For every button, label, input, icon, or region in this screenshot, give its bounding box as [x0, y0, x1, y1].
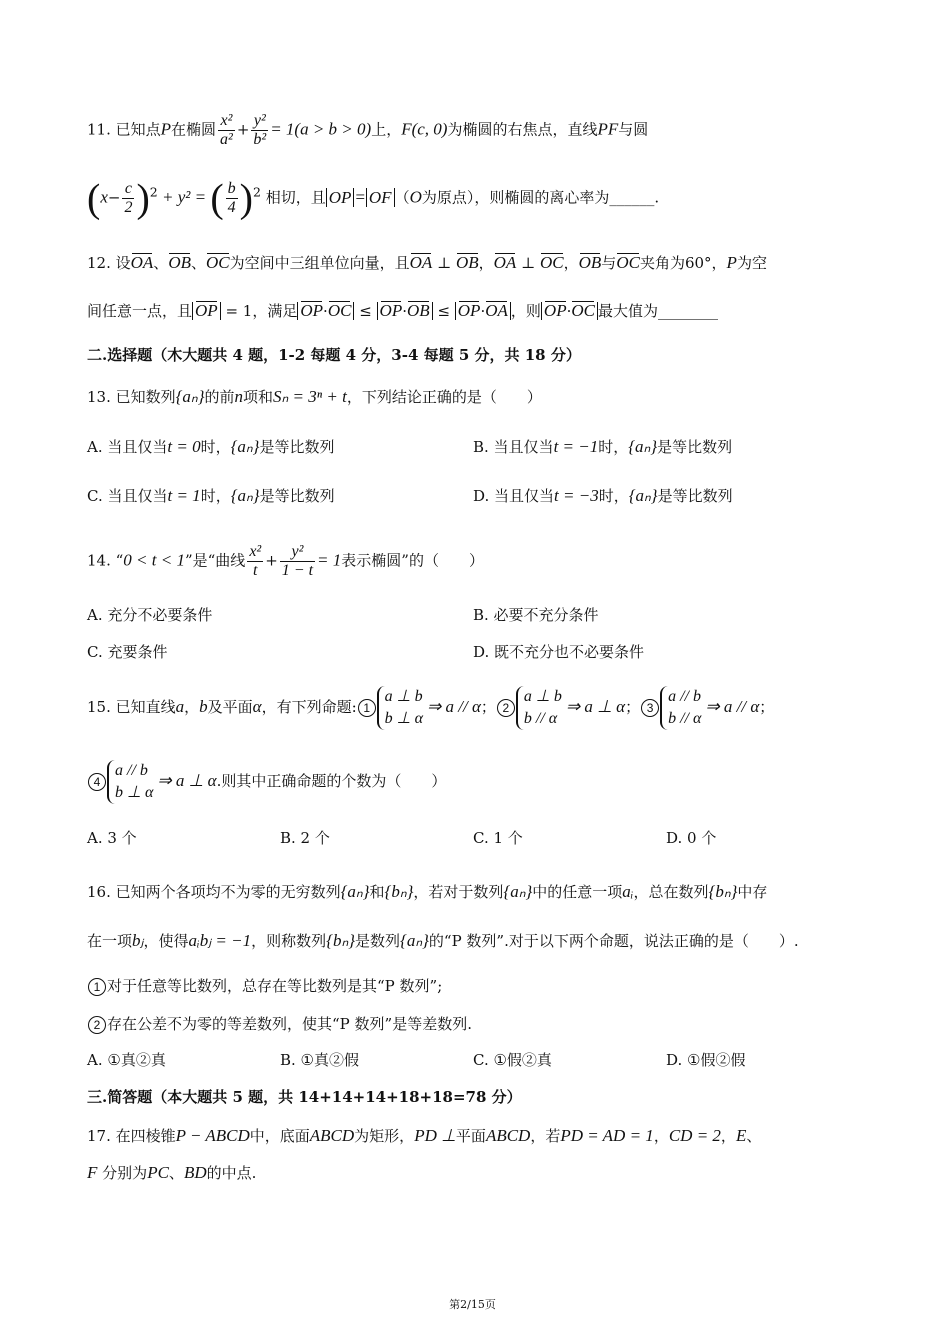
- text: 项和: [243, 388, 274, 406]
- fraction: $\frac{\text{x²}}{t}$: [249, 543, 262, 579]
- text: 在椭圆: [171, 120, 217, 139]
- section-heading-2: 二.选择题（木大题共 4 题，1-2 每题 4 分，3-4 每题 5 分，共 18 分）: [87, 346, 581, 364]
- math: t = 0: [167, 437, 201, 456]
- q16-statement-2: [87, 1013, 472, 1035]
- text: ，使得: [143, 932, 189, 950]
- text: 表示椭圆”的（ ）: [341, 551, 484, 570]
- q16-option-c[interactable]: C. ①假②真: [473, 1051, 552, 1069]
- circled-3: 3: [641, 699, 659, 717]
- text: 是数列: [355, 932, 401, 950]
- text: ，总在数列: [633, 883, 709, 901]
- q15-stem-line1: 15. 已知直线a，b及平面α，有下列命题: 1 a ⊥ b b ⊥ α ⇒ a // α； 2 a ⊥ b b // α ⇒ a ⊥ α； 3 a // b b // α ⇒ a // α；: [87, 683, 774, 731]
- fraction: $\frac{\text{y²}}{\text{b²}}$: [253, 112, 267, 148]
- q16-option-b[interactable]: B. ①真②假: [280, 1051, 360, 1069]
- q15-option-b[interactable]: B. 2 个: [280, 829, 330, 847]
- text: 与圆: [618, 120, 649, 139]
- q14-option-c[interactable]: C. 充要条件: [87, 643, 168, 661]
- circled-1: 1: [88, 978, 106, 996]
- text: 是等比数列: [657, 487, 733, 505]
- q13-option-a[interactable]: A. 当且仅当t = 0时，{aₙ}是等比数列: [87, 437, 335, 456]
- q14-option-d[interactable]: D. 既不充分也不必要条件: [473, 643, 645, 661]
- text: 间任意一点，且: [87, 302, 193, 320]
- text: 11. 已知点: [87, 120, 161, 139]
- text: 中，底面: [249, 1127, 310, 1145]
- q11-line2: (x− $\frac{c}{2}$ )$^2$ + y² = ( $\frac{b}{4}$ )$^2$ 相切，且 OP = OF （O为原点），则椭圆的离心率为______.: [87, 175, 660, 221]
- text: 是等比数列: [259, 487, 335, 505]
- fraction: $\frac{c}{2}$: [124, 180, 133, 216]
- text: 17. 在四棱锥: [87, 1127, 176, 1145]
- text: 中的任意一项: [532, 883, 623, 901]
- text: 12. 设: [87, 254, 131, 272]
- q13-option-d[interactable]: D. 当且仅当t = −3时，{aₙ}是等比数列: [473, 486, 733, 505]
- q15-stem-line2: 4 a // b b ⊥ α ⇒ a ⊥ α.则其中正确命题的个数为（ ）: [87, 757, 446, 805]
- text: 中存: [737, 883, 768, 901]
- text: 最大值为________: [598, 302, 719, 320]
- q17-line1: 17. 在四棱锥P − ABCD中，底面ABCD为矩形，PD ⊥平面ABCD，若PD = AD = 1，CD = 2，E、: [87, 1126, 762, 1145]
- text: 上，: [371, 120, 402, 139]
- section-heading-3: 三.简答题（本大题共 5 题，共 14+14+14+18+18=78 分）: [87, 1088, 522, 1106]
- text: 夹角为: [639, 254, 685, 272]
- text: 及平面: [207, 698, 253, 716]
- q16-line1: 16. 已知两个各项均不为零的无穷数列{aₙ}和{bₙ}，若对于数列{aₙ}中的任意一项aᵢ，总在数列{bₙ}中存: [87, 882, 768, 901]
- text: 16. 已知两个各项均不为零的无穷数列: [87, 883, 341, 901]
- math: t = −3: [554, 486, 599, 505]
- text: 的前: [204, 388, 235, 406]
- circled-2: 2: [497, 699, 515, 717]
- q14-option-a[interactable]: A. 充分不必要条件: [87, 606, 213, 624]
- text: ”是“曲线: [184, 551, 246, 570]
- text: ，满足: [252, 302, 298, 320]
- text: 的“P 数列”.对于以下两个命题，说法正确的是（ ）.: [428, 932, 799, 950]
- text: ，若对于数列: [413, 883, 504, 901]
- circled-1: 1: [358, 699, 376, 717]
- text: ，则称数列: [251, 932, 327, 950]
- fraction: $\frac{\text{y²}}{1 - t}$: [281, 543, 314, 579]
- q11-line1: 11. 已知点P在椭圆 $\frac{\text{x²}}{\text{a²}}$ + $\frac{\text{y²}}{\text{b²}}$ = 1(a > b > 0)上，F(c, 0)为椭圆的右焦点，直线PF与圆: [87, 112, 649, 148]
- text: 14. “: [87, 551, 124, 570]
- q15-option-d[interactable]: D. 0 个: [666, 829, 717, 847]
- text: .则其中正确命题的个数为（ ）: [216, 772, 447, 790]
- q12-line2: 间任意一点，且 OP = 1，满足 OP·OC ≤ OP·OB ≤ OP·OA ，则 OP·OC 最大值为________: [87, 301, 719, 320]
- text: 为空: [736, 254, 767, 272]
- text: 是等比数列: [259, 438, 335, 456]
- text: ，有下列命题:: [261, 698, 357, 716]
- text: 为矩形，: [354, 1127, 415, 1145]
- text: 在一项: [87, 932, 133, 950]
- text: 13. 已知数列: [87, 388, 176, 406]
- q16-option-a[interactable]: A. ①真②真: [87, 1051, 166, 1069]
- q16-line2: 在一项bⱼ，使得aᵢbⱼ = −1，则称数列{bₙ}是数列{aₙ}的“P 数列”.对于以下两个命题，说法正确的是（ ）.: [87, 931, 799, 950]
- q14-option-b[interactable]: B. 必要不充分条件: [473, 606, 599, 624]
- text: 是等比数列: [657, 438, 733, 456]
- math: 0 < t < 1: [123, 550, 185, 570]
- text: （: [394, 188, 410, 207]
- text: 对于任意等比数列，总存在等比数列是其“P 数列”;: [107, 977, 443, 995]
- text: 分别为: [102, 1164, 148, 1182]
- text: ，下列结论正确的是（ ）: [346, 388, 542, 406]
- circled-2: 2: [88, 1016, 106, 1034]
- text: ，若: [530, 1127, 561, 1145]
- page-footer: 第2/15页: [449, 1298, 496, 1311]
- text: 存在公差不为零的等差数列，使其“P 数列”是等差数列.: [107, 1015, 472, 1033]
- math: t = 1: [167, 486, 201, 505]
- q14-stem: 14. “0 < t < 1”是“曲线 $\frac{\text{x²}}{t}$ + $\frac{\text{y²}}{1 - t}$ = 1表示椭圆”的（ ）: [87, 543, 484, 579]
- text: D. 当且仅当: [473, 487, 555, 505]
- text: 为原点），则椭圆的离心率为______.: [421, 188, 660, 207]
- q17-line2: F 分别为PC、BD的中点.: [87, 1163, 257, 1182]
- text: 和: [369, 883, 385, 901]
- text: 15. 已知直线: [87, 698, 176, 716]
- q16-statement-1: [87, 975, 442, 997]
- text: A. 当且仅当: [87, 438, 168, 456]
- text: 平面: [455, 1127, 486, 1145]
- text: B. 当且仅当: [473, 438, 554, 456]
- text: C. 当且仅当: [87, 487, 168, 505]
- q13-stem: 13. 已知数列{aₙ}的前n项和Sₙ = 3ⁿ + t，下列结论正确的是（ ）: [87, 387, 542, 406]
- q13-option-b[interactable]: B. 当且仅当t = −1时，{aₙ}是等比数列: [473, 437, 733, 456]
- circled-4: 4: [88, 773, 106, 791]
- text: 为空间中三组单位向量，且: [229, 254, 410, 272]
- q12-line1: 12. 设OA、OB、OC为空间中三组单位向量，且OA ⊥ OB，OA ⊥ OC，OB与OC夹角为60°，P为空: [87, 253, 767, 272]
- fraction: $\frac{\text{x²}}{\text{a²}}$: [220, 112, 233, 148]
- text: 为椭圆的右焦点，直线: [447, 120, 598, 139]
- q16-option-d[interactable]: D. ①假②假: [666, 1051, 746, 1069]
- q15-option-c[interactable]: C. 1 个: [473, 829, 523, 847]
- text: ，则: [510, 302, 541, 320]
- text: 的中点.: [206, 1164, 257, 1182]
- text: 相切，且: [265, 188, 326, 207]
- q15-option-a[interactable]: A. 3 个: [87, 829, 137, 847]
- fraction: $\frac{b}{4}$: [227, 180, 236, 216]
- q13-option-c[interactable]: C. 当且仅当t = 1时，{aₙ}是等比数列: [87, 486, 335, 505]
- math: t = −1: [553, 437, 599, 456]
